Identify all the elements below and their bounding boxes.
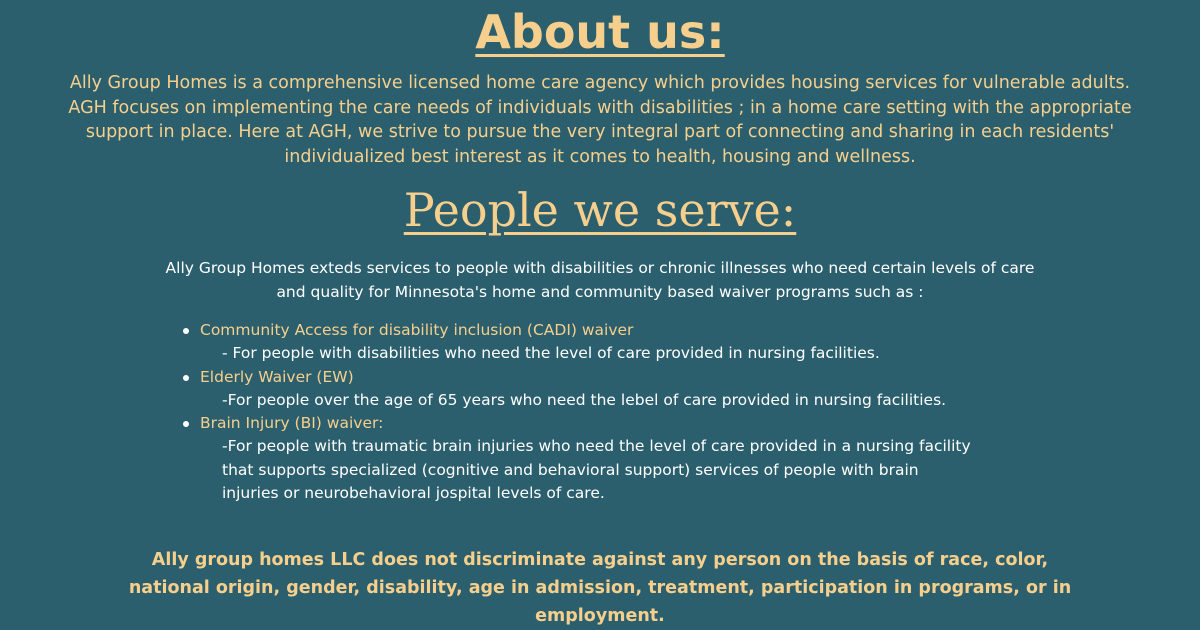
waiver-item-ew: [180, 366, 1000, 413]
people-intro: Ally Group Homes exteds services to people with disabilities or chronic illnesses who need certain levels of care and quality for Minnesota's home and community based waiver programs such as :: [165, 259, 1035, 301]
waiver-description: - For people with disabilities who need the level of care provided in nursing facilities.: [222, 344, 880, 363]
waiver-description: -For people with traumatic brain injuries who need the level of care provided in a nursing facility that supports specialized (cognitive and behavioral support) services of people with brain injuries or neurobehavioral jospital levels of care.: [222, 437, 971, 503]
about-title: About us:: [475, 5, 725, 59]
about-heading: [0, 2, 1200, 62]
waiver-list: [180, 319, 1000, 505]
waiver-name: Community Access for disability inclusion (CADI) waiver: [180, 319, 1000, 342]
nondiscrimination-statement: Ally group homes LLC does not discriminate against any person on the basis of race, color, national origin, gender, disability, age in admission, treatment, participation in programs, or in employment.: [128, 550, 1072, 626]
people-title: People we serve:: [403, 183, 797, 237]
waiver-name: Elderly Waiver (EW): [180, 366, 1000, 389]
waiver-item-bi: [180, 412, 1000, 505]
people-heading: [0, 178, 1200, 242]
about-paragraph: Ally Group Homes is a comprehensive licensed home care agency which provides housing services for vulnerable adults. AGH focuses on implementing the care needs of individuals with disabilities ; in a home care setting with the appropriate support in place. Here at AGH, we strive to pursue the very integral part of connecting and sharing in each residents' individualized best interest as it comes to health, housing and wellness.: [68, 73, 1132, 167]
waiver-description: -For people over the age of 65 years who need the lebel of care provided in nursing facilities.: [222, 390, 947, 409]
waiver-item-cadi: [180, 319, 1000, 366]
waiver-name: Brain Injury (BI) waiver:: [180, 412, 1000, 435]
